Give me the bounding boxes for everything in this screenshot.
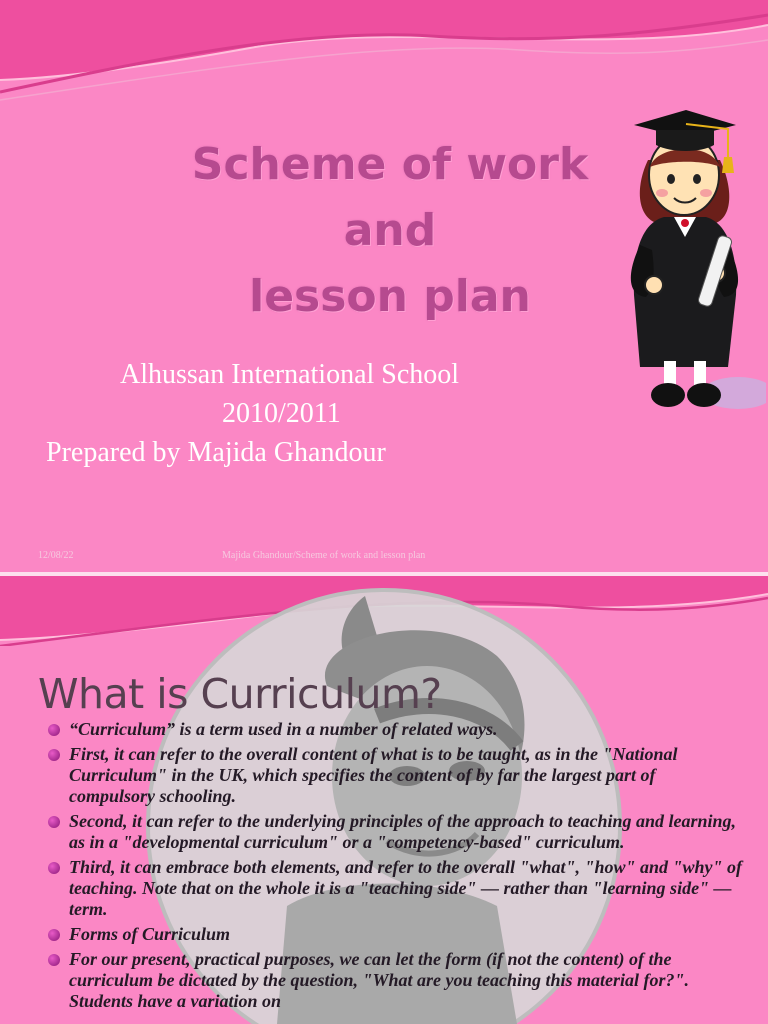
- title-line-3: lesson plan: [249, 271, 531, 322]
- graduate-girl-icon: [616, 105, 766, 420]
- bullet-list: [42, 719, 742, 1016]
- bullet-dot-icon: [48, 724, 60, 736]
- bullet-dot-icon: [48, 954, 60, 966]
- footer-date: 12/08/22: [38, 550, 74, 561]
- bullet-dot-icon: [48, 816, 60, 828]
- title-line-1: Scheme of work: [191, 139, 589, 190]
- school-name: Alhussan International School: [120, 359, 460, 390]
- school-year: 2010/2011: [222, 398, 341, 429]
- slide-title-text: [160, 132, 620, 330]
- bullet-dot-icon: [48, 749, 60, 761]
- prepared-by: Prepared by Majida Ghandour: [46, 437, 386, 468]
- bullet-text: Second, it can refer to the underlying principles of the approach to teaching and learning, as in a "developmental curriculum" or a "competency-based" curriculum.: [69, 811, 737, 852]
- bullet-text: First, it can refer to the overall content of what is to be taught, as in the "National Curriculum" in the UK, which specifies the content of by far the largest part of compulsory schooling.: [69, 744, 678, 806]
- bullet-text: For our present, practical purposes, we can let the form (if not the content) of the curriculum be dictated by the question, "What are you teaching this material for?". Students have a variation on: [69, 949, 690, 1011]
- list-item: [42, 811, 742, 853]
- list-item: [42, 949, 742, 1012]
- bullet-text: Third, it can embrace both elements, and refer to the overall "what", "how" and "why" of teaching. Note that on the whole it is a "teaching side" — rather than "learning side" — term.: [69, 857, 742, 919]
- header-wave-decoration: [0, 0, 768, 110]
- title-line-2: and: [343, 205, 437, 256]
- footer-text: Majida Ghandour/Scheme of work and lesson plan: [222, 550, 426, 561]
- bullet-dot-icon: [48, 862, 60, 874]
- slide-heading: What is Curriculum?: [38, 670, 442, 718]
- list-item: [42, 719, 742, 740]
- list-item: [42, 857, 742, 920]
- bullet-text: “Curriculum” is a term used in a number of related ways.: [69, 719, 498, 739]
- bullet-dot-icon: [48, 929, 60, 941]
- slide-curriculum: [0, 576, 768, 1024]
- list-item: [42, 924, 742, 945]
- list-item: [42, 744, 742, 807]
- bullet-text: Forms of Curriculum: [69, 924, 231, 944]
